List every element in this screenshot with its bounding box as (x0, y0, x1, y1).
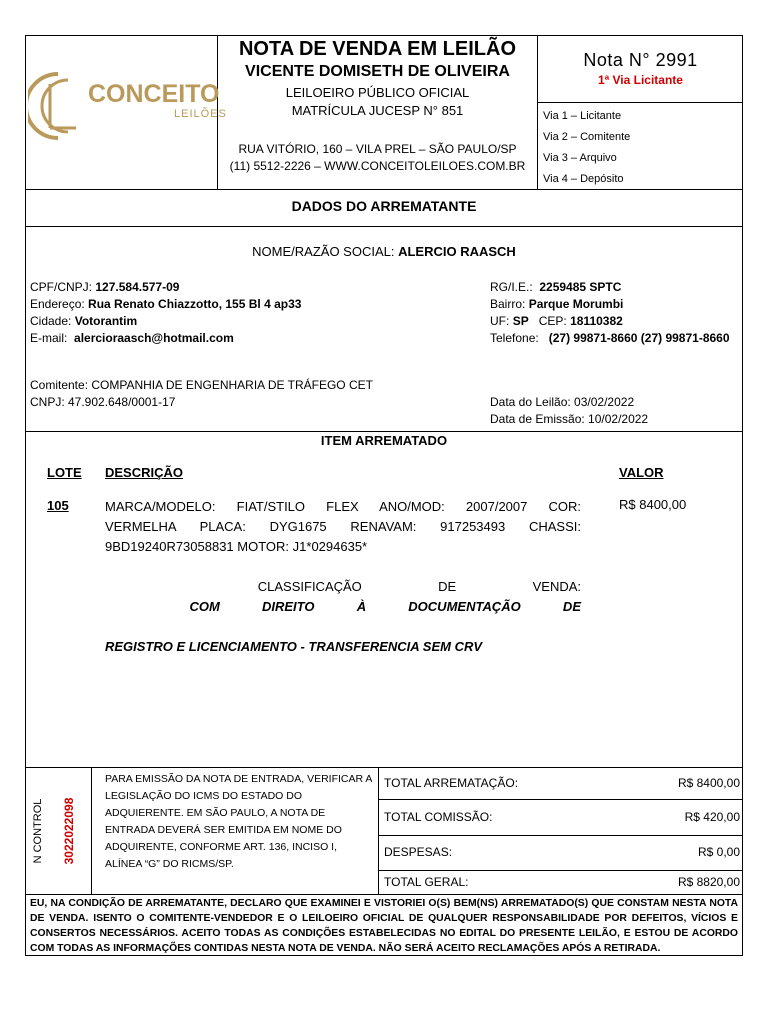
total-value: R$ 8400,00 (677, 776, 740, 790)
via-item: Via 1 – Licitante (543, 110, 622, 122)
divider (378, 835, 743, 836)
cidade-label: Cidade: (30, 314, 72, 328)
cep-value: 18110382 (570, 314, 623, 328)
divider (378, 799, 743, 800)
item-value: R$ 8400,00 (619, 497, 687, 512)
divider (378, 870, 743, 871)
total-value: R$ 0,00 (697, 845, 740, 859)
col-header-descricao: DESCRIÇÃO (105, 465, 184, 480)
header-center (218, 36, 537, 175)
classificacao-value-cont: REGISTRO E LICENCIAMENTO - TRANSFERENCIA SEM CRV (105, 639, 483, 654)
col-header-lote: LOTE (47, 465, 82, 480)
logo-brand-text: CONCEITO (88, 80, 220, 108)
email-value: alercioraasch@hotmail.com (74, 331, 234, 345)
buyer-name-row (25, 244, 743, 259)
cidade-value: Votorantim (74, 314, 138, 328)
total-label: TOTAL ARREMATAÇÃO: (384, 776, 519, 790)
dates-block (490, 394, 648, 428)
desc-line: VERMELHA PLACA: DYG1675 RENAVAM: 917253493 CHASSI: (105, 519, 581, 534)
rg-label: RG/I.E.: (490, 280, 533, 294)
nota-box (538, 36, 743, 88)
control-block (26, 768, 91, 894)
via-label: 1ª Via Licitante (598, 73, 683, 87)
desc-line: MARCA/MODELO: FIAT/STILO FLEX ANO/MOD: 2007/2007 COR: (105, 499, 581, 514)
section-title-arrematante: DADOS DO ARREMATANTE (291, 198, 477, 214)
emission-date: Data de Emissão: 10/02/2022 (490, 412, 649, 426)
divider (25, 226, 743, 227)
total-value: R$ 8820,00 (677, 875, 740, 889)
divider (25, 189, 743, 190)
divider (25, 431, 743, 432)
uf-label: UF: (490, 314, 510, 328)
nota-number: Nota N° 2991 (583, 50, 698, 70)
lot-number: 105 (47, 498, 69, 513)
company-logo (28, 66, 227, 146)
via-item: Via 2 – Comitente (543, 131, 631, 143)
total-value: R$ 420,00 (684, 810, 740, 824)
cpf-value: 127.584.577-09 (95, 280, 180, 294)
total-label: DESPESAS: (384, 845, 453, 859)
auctioneer-name: VICENTE DOMISETH DE OLIVEIRA (245, 63, 510, 80)
comitente-block (30, 377, 373, 411)
divider (25, 767, 743, 768)
address: RUA VITÓRIO, 160 – VILA PREL – SÃO PAULO/SP (238, 142, 517, 156)
desc-line: 9BD19240R73058831 MOTOR: J1*0294635* (105, 539, 368, 554)
divider (25, 894, 743, 895)
contact: (11) 5512-2226 – WWW.CONCEITOLEILOES.COM.BR (229, 159, 526, 173)
registration-number: MATRÍCULA JUCESP N° 851 (291, 103, 464, 118)
buyer-name-label: NOME/RAZÃO SOCIAL: (252, 244, 395, 259)
rg-value: 2259485 SPTC (539, 280, 622, 294)
comitente: Comitente: COMPANHIA DE ENGENHARIA DE TRÁFEGO CET (30, 378, 373, 392)
via-list (543, 106, 630, 190)
bairro-value: Parque Morumbi (528, 297, 624, 311)
section-title-item: ITEM ARREMATADO (320, 433, 448, 448)
logo-sub-text: LEILÕES (174, 108, 227, 120)
divider (91, 767, 92, 894)
auction-date: Data do Leilão: 03/02/2022 (490, 395, 635, 409)
classificacao-value: COM DIREITO À DOCUMENTAÇÃO DE (189, 599, 581, 614)
bairro-label: Bairro: (490, 297, 526, 311)
auctioneer-role: LEILOEIRO PÚBLICO OFICIAL (285, 85, 470, 100)
comitente-cnpj: CNPJ: 47.902.648/0001-17 (30, 395, 176, 409)
cpf-label: CPF/CNPJ: (30, 280, 93, 294)
control-label: N CONTROL (32, 798, 44, 864)
divider (537, 102, 743, 103)
total-label: TOTAL COMISSÃO: (384, 810, 493, 824)
buyer-name-value: ALERCIO RAASCH (398, 244, 516, 259)
endereco-label: Endereço: (30, 297, 85, 311)
icms-notice: PARA EMISSÃO DA NOTA DE ENTRADA, VERIFICAR A LEGISLAÇÃO DO ICMS DO ESTADO DO ADQUIERENTE. EM SÃO PAULO, A NOTA DE ENTRADA DEVERÁ SER EMITIDA EM NOME DO ADQUIRENTE, CONFORME ART. 136, INCISO I, ALÍNEA “G” DO RICMS/SP. (105, 773, 372, 870)
via-item: Via 4 – Depósito (543, 173, 624, 185)
control-number: 3022022098 (62, 797, 76, 865)
buyer-left-column (30, 279, 301, 347)
endereco-value: Rua Renato Chiazzotto, 155 Bl 4 ap33 (88, 297, 302, 311)
via-item: Via 3 – Arquivo (543, 152, 617, 164)
buyer-right-column (490, 279, 730, 347)
uf-value: SP (512, 314, 529, 328)
telefone-value: (27) 99871-8660 (27) 99871-8660 (548, 331, 730, 345)
email-label: E-mail: (30, 331, 68, 345)
col-header-valor: VALOR (619, 465, 664, 480)
document-title: NOTA DE VENDA EM LEILÃO (238, 38, 517, 60)
telefone-label: Telefone: (490, 331, 539, 345)
classificacao-label: CLASSIFICAÇÃO DE VENDA: (257, 579, 582, 594)
total-label: TOTAL GERAL: (384, 875, 469, 889)
declaration: EU, NA CONDIÇÃO DE ARREMATANTE, DECLARO QUE EXAMINEI E VISTORIEI O(S) BEM(NS) ARREMATADO(S) QUE CONSTAM NESTA NOTA DE VENDA. ISENTO O COMITENTE-VENDEDOR E O LEILOEIRO OFICIAL DE QUALQUER RESPONSABILIDADE POR DEFEITOS, VÍCIOS E CONSERTOS NECESSÁRIOS. ACEITO TODAS AS CONDIÇÕES ESTABELECIDAS NO EDITAL DO PRESENTE LEILÃO, E ESTOU DE ACORDO COM TODAS AS INFORMAÇÕES CONTIDAS NESTA NOTA DE VENDA. NÃO SERÁ ACEITO RECLAMAÇÕES APÓS A RETIRADA. (30, 898, 738, 954)
item-description (105, 497, 581, 657)
divider (378, 767, 379, 894)
cep-label: CEP: (538, 314, 567, 328)
